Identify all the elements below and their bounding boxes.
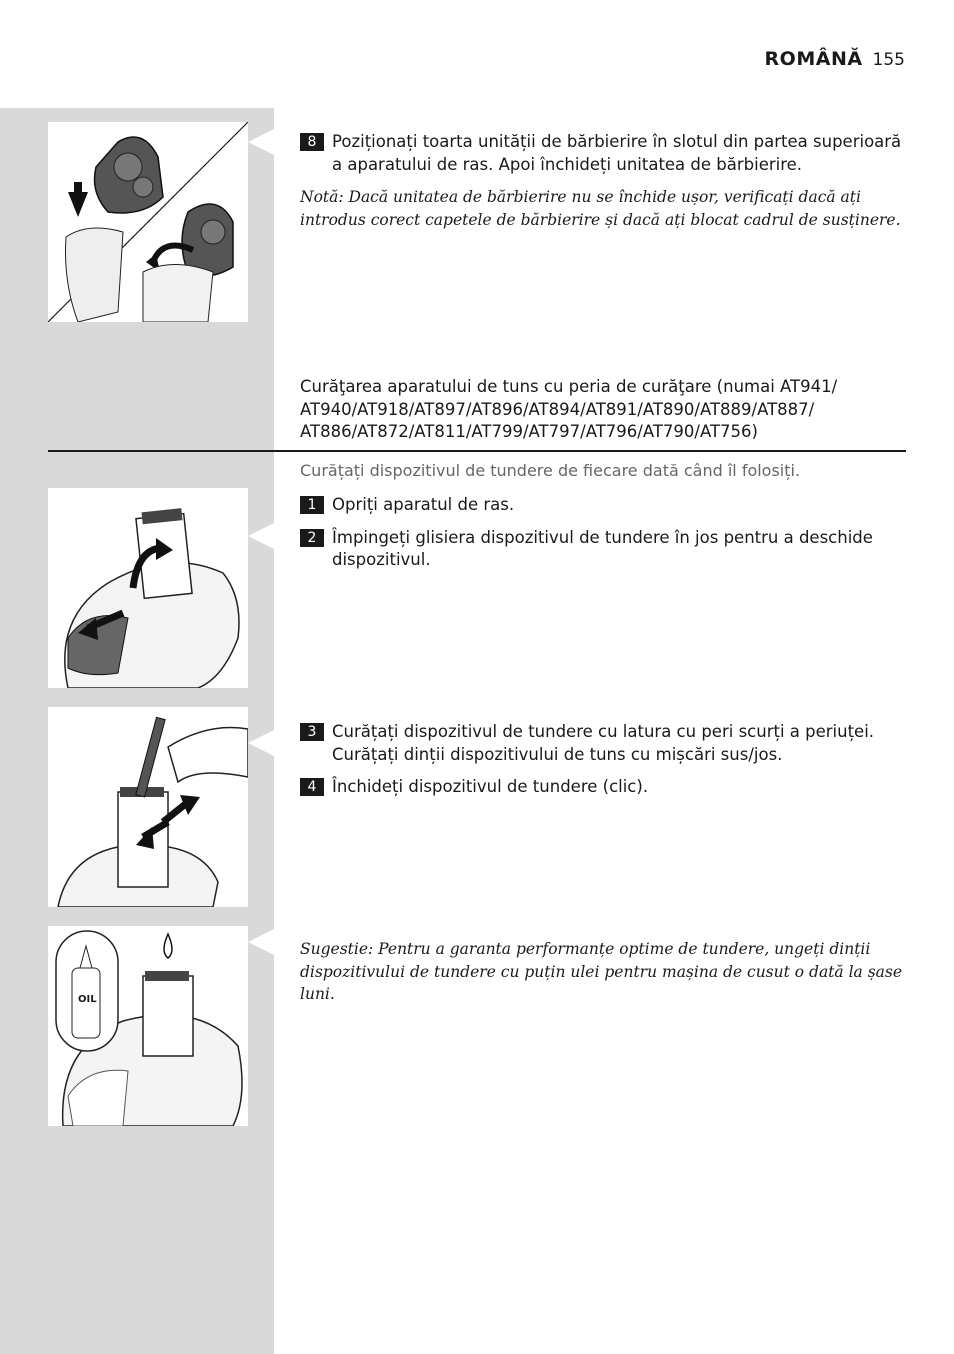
step-4: [300, 776, 906, 799]
illustration-pointer: [248, 730, 274, 756]
illustration-open-trimmer: [48, 488, 248, 688]
note-text: Notă: Dacă unitatea de bărbierire nu se închide ușor, verificați dacă ați introdus corect capetele de bărbierire și dacă ați blocat cadrul de susținere.: [300, 188, 901, 229]
steps-3-4: [300, 721, 906, 809]
step-number: 3: [300, 723, 324, 741]
illustration-pointer: [248, 523, 274, 549]
step-text: Poziționați toarta unității de bărbierire în slotul din partea superioară a aparatului de ras. Apoi închideți unitatea de bărbierire.: [332, 132, 902, 174]
step-2: [300, 527, 906, 572]
step-number: 4: [300, 778, 324, 796]
intro-text: Curățați dispozitivul de tundere de fiecare dată când îl folosiți.: [300, 461, 801, 480]
step-8: [300, 131, 906, 176]
tip-text: Sugestie: Pentru a garanta performanțe optime de tundere, ungeți dinții dispozitivului de tundere cu puțin ulei pentru mașina de cusut o dată la șase luni.: [300, 940, 903, 1003]
step-text: Curățați dispozitivul de tundere cu latura cu peri scurți a periuței. Curățați dinții dispozitivului de tuns cu mișcări sus/jos.: [332, 722, 875, 764]
step-number: 1: [300, 496, 324, 514]
language-label: ROMÂNĂ: [764, 48, 863, 70]
step-text: Închideți dispozitivul de tundere (clic).: [332, 777, 649, 796]
step-text: Opriți aparatul de ras.: [332, 495, 515, 514]
step-number: 2: [300, 529, 324, 547]
illustration-pointer: [248, 129, 274, 155]
page-header: [765, 48, 905, 70]
oil-bottle-label: OIL: [78, 994, 97, 1005]
step-number: 8: [300, 133, 324, 151]
section-heading: Curăţarea aparatului de tuns cu peria de curăţare (numai AT941/ AT940/AT918/AT897/AT896/AT894/AT891/AT890/AT889/AT887/ AT886/AT872/AT811/AT799/AT797/AT796/AT790/AT756): [300, 377, 838, 441]
section-shaving-unit: [300, 131, 906, 231]
steps-1-2: [300, 494, 906, 582]
illustration-oil-trimmer: [48, 926, 248, 1126]
illustration-shaving-unit: [48, 122, 248, 322]
illustration-brush-trimmer: [48, 707, 248, 907]
step-1: [300, 494, 906, 517]
page-number: 155: [872, 50, 905, 70]
illustration-pointer: [248, 929, 274, 955]
step-text: Împingeți glisiera dispozitivul de tundere în jos pentru a deschide dispozitivul.: [332, 527, 873, 569]
section-divider: [48, 450, 906, 452]
step-3: [300, 721, 906, 766]
